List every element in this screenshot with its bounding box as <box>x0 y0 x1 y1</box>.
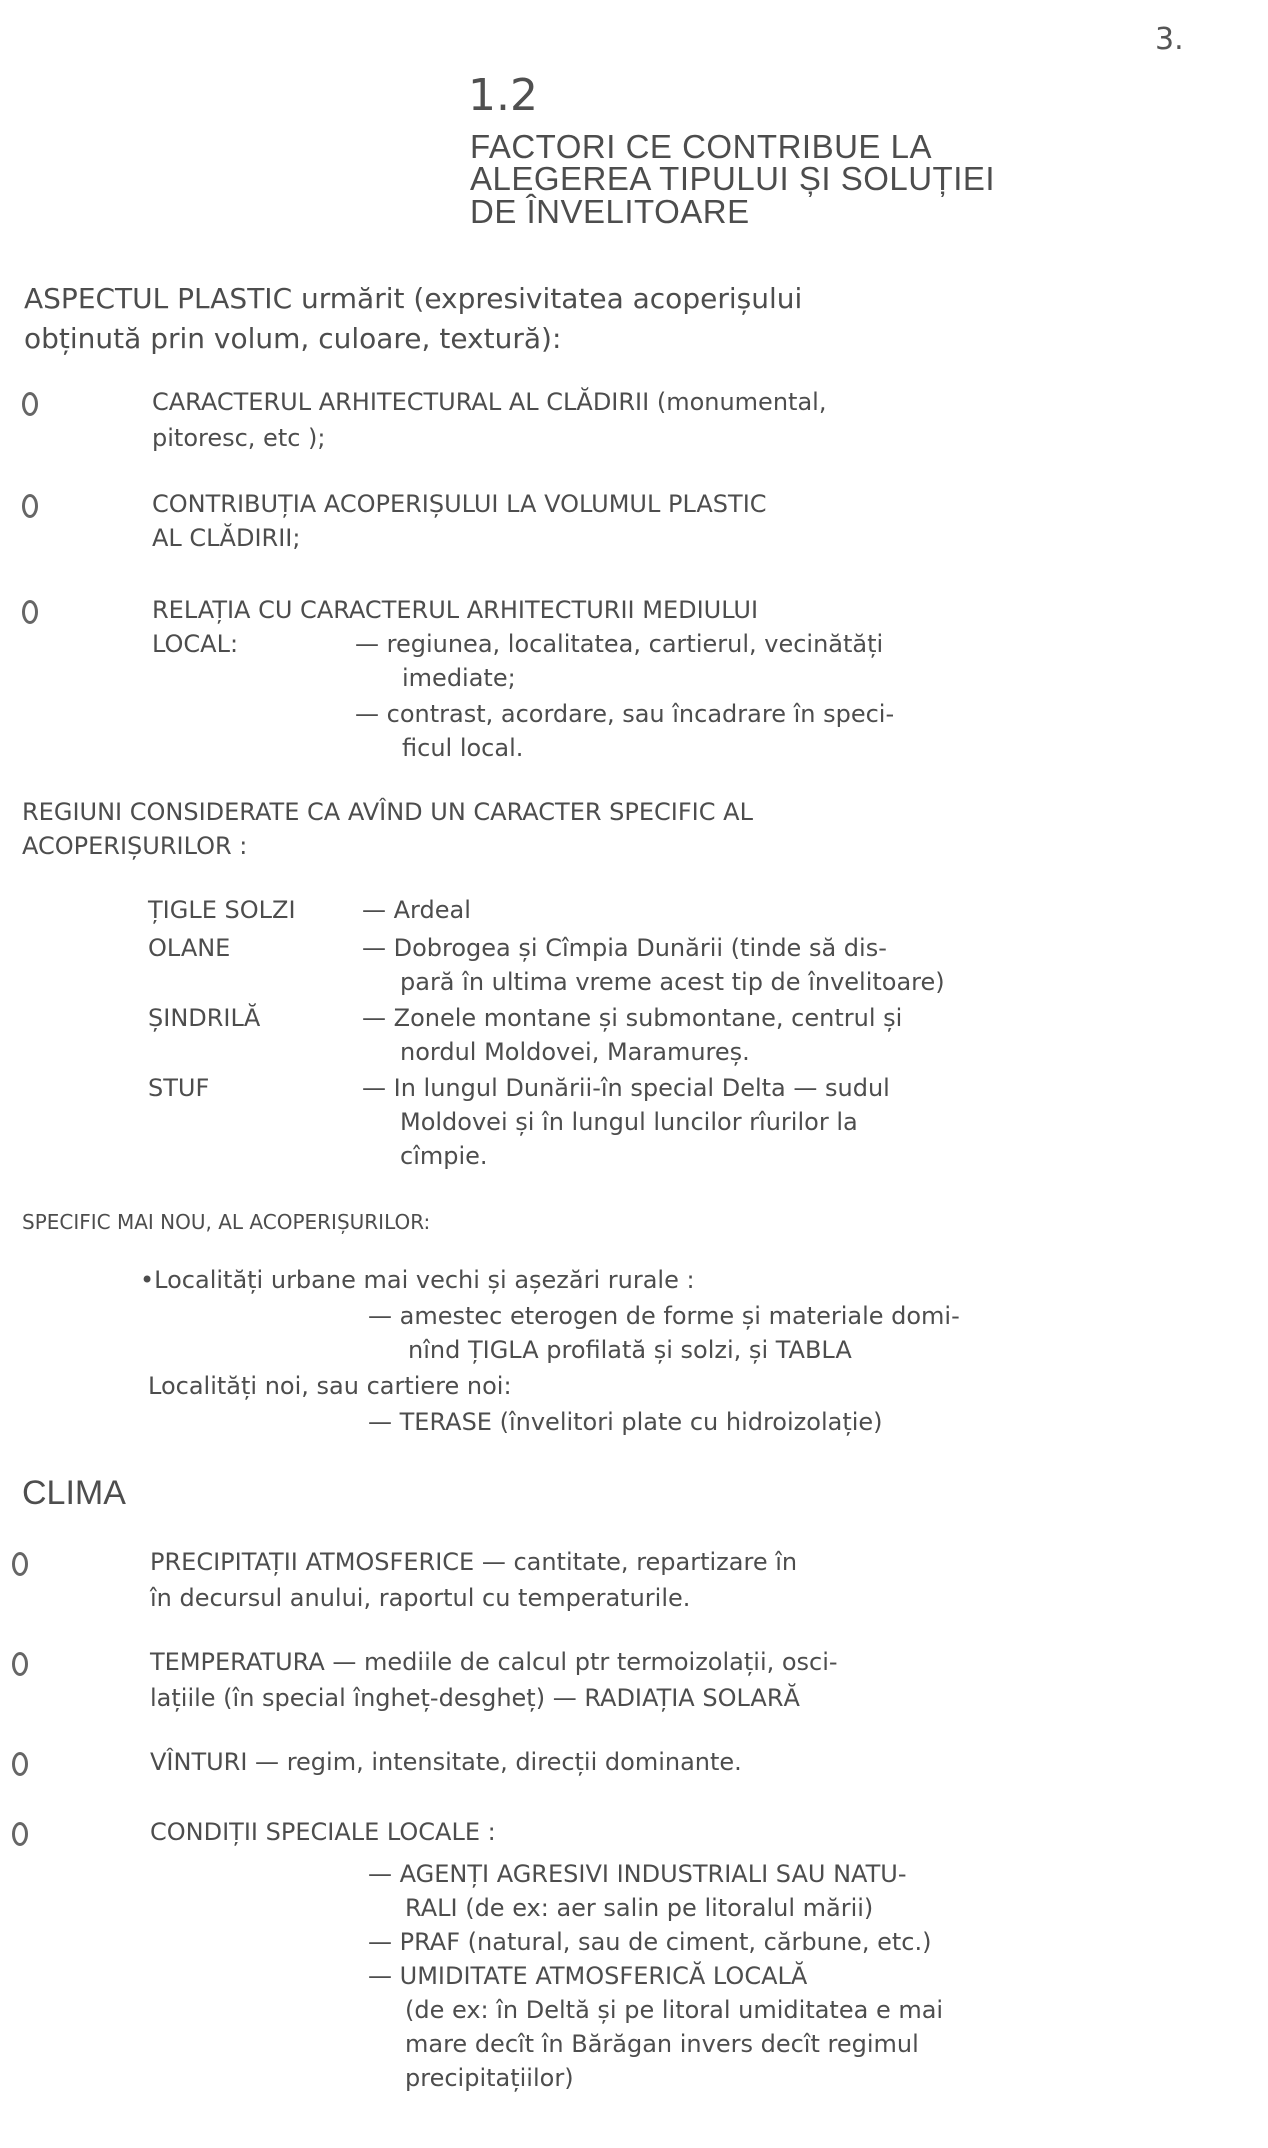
special-agenti-2: RALI (de ex: aer salin pe litoralul mării) <box>405 1894 874 1922</box>
desc-sindrila-2: nordul Moldovei, Maramureș. <box>400 1038 750 1066</box>
section-title-line-1: FACTORI CE CONTRIBUE LA <box>470 128 932 165</box>
item-relatia-line-1: RELAȚIA CU CARACTERUL ARHITECTURII MEDIULUI <box>152 596 759 624</box>
new-localities-desc: — TERASE (învelitori plate cu hidroizolație) <box>368 1408 883 1436</box>
old-localities-label: •Localități urbane mai vechi și așezări rurale : <box>140 1266 695 1294</box>
old-localities-desc-1: — amestec eterogen de forme și materiale domi- <box>368 1302 960 1330</box>
clima-conditii: CONDIȚII SPECIALE LOCALE : <box>150 1818 496 1846</box>
old-localities-desc-2: nînd ȚIGLA profilată și solzi, și TABLA <box>408 1336 852 1364</box>
desc-stuf-3: cîmpie. <box>400 1142 488 1170</box>
term-olane: OLANE <box>148 934 231 962</box>
special-umiditate-desc-3: precipitațiilor) <box>405 2064 574 2092</box>
desc-stuf-2: Moldovei și în lungul luncilor rîurilor la <box>400 1108 858 1136</box>
special-umiditate: — UMIDITATE ATMOSFERICĂ LOCALĂ <box>368 1962 808 1990</box>
regiuni-heading-1: REGIUNI CONSIDERATE CA AVÎND UN CARACTER SPECIFIC AL <box>22 798 753 826</box>
item-caracter-line-2: pitoresc, etc ); <box>152 424 326 452</box>
page-number: 3. <box>1155 22 1184 57</box>
specific-nou-heading: SPECIFIC MAI NOU, AL ACOPERIȘURILOR: <box>22 1210 431 1234</box>
term-stuf: STUF <box>148 1074 210 1102</box>
term-sindrila: ȘINDRILĂ <box>148 1004 261 1032</box>
item-relatia-sub-2a: — contrast, acordare, sau încadrare în speci- <box>355 700 895 728</box>
item-relatia-label: LOCAL: <box>152 630 239 658</box>
item-contributia-line-1: CONTRIBUȚIA ACOPERIȘULUI LA VOLUMUL PLASTIC <box>152 490 767 518</box>
clima-vinturi: VÎNTURI — regim, intensitate, direcții dominante. <box>150 1748 742 1776</box>
item-relatia-sub-2b: ficul local. <box>402 734 524 762</box>
desc-sindrila-1: — Zonele montane și submontane, centrul și <box>362 1004 903 1032</box>
desc-olane-2: pară în ultima vreme acest tip de învelitoare) <box>400 968 945 996</box>
item-relatia-sub-1b: imediate; <box>402 664 516 692</box>
section-title-line-3: DE ÎNVELITOARE <box>470 193 750 230</box>
special-umiditate-desc-2: mare decît în Bărăgan invers decît regimul <box>405 2030 919 2058</box>
regiuni-heading-2: ACOPERIȘURILOR : <box>22 832 248 860</box>
section-title-line-2: ALEGEREA TIPULUI ȘI SOLUȚIEI <box>470 160 996 197</box>
special-agenti-1: — AGENȚI AGRESIVI INDUSTRIALI SAU NATU- <box>368 1860 907 1888</box>
section-number: 1.2 <box>468 70 538 121</box>
bullet-circle-icon <box>22 494 38 518</box>
bullet-circle-icon <box>12 1752 28 1776</box>
clima-temperatura-2: lațiile (în special îngheț-desgheț) — RADIAȚIA SOLARĂ <box>150 1684 800 1712</box>
term-tigle-solzi: ȚIGLE SOLZI <box>148 896 296 924</box>
clima-temperatura-1: TEMPERATURA — mediile de calcul ptr termoizolații, osci- <box>150 1648 838 1676</box>
desc-tigle-solzi: — Ardeal <box>362 896 471 924</box>
clima-precipitatii-2: în decursul anului, raportul cu temperaturile. <box>150 1584 691 1612</box>
aspect-plastic-intro-2: obținută prin volum, culoare, textură): <box>24 322 562 355</box>
clima-heading: CLIMA <box>22 1474 126 1512</box>
item-contributia-line-2: AL CLĂDIRII; <box>152 524 301 552</box>
clima-precipitatii-1: PRECIPITAȚII ATMOSFERICE — cantitate, repartizare în <box>150 1548 798 1576</box>
special-umiditate-desc-1: (de ex: în Deltă și pe litoral umiditatea e mai <box>405 1996 944 2024</box>
desc-stuf-1: — In lungul Dunării-în special Delta — sudul <box>362 1074 890 1102</box>
bullet-circle-icon <box>12 1822 28 1846</box>
bullet-circle-icon <box>12 1552 28 1576</box>
bullet-circle-icon <box>22 392 38 416</box>
bullet-circle-icon <box>22 600 38 624</box>
item-relatia-sub-1a: — regiunea, localitatea, cartierul, vecinătăți <box>355 630 884 658</box>
desc-olane-1: — Dobrogea și Cîmpia Dunării (tinde să dis- <box>362 934 887 962</box>
item-caracter-line-1: CARACTERUL ARHITECTURAL AL CLĂDIRII (monumental, <box>152 388 827 416</box>
aspect-plastic-intro-1: ASPECTUL PLASTIC urmărit (expresivitatea acoperișului <box>24 282 803 315</box>
bullet-circle-icon <box>12 1652 28 1676</box>
special-praf: — PRAF (natural, sau de ciment, cărbune, etc.) <box>368 1928 932 1956</box>
new-localities-label: Localități noi, sau cartiere noi: <box>148 1372 512 1400</box>
